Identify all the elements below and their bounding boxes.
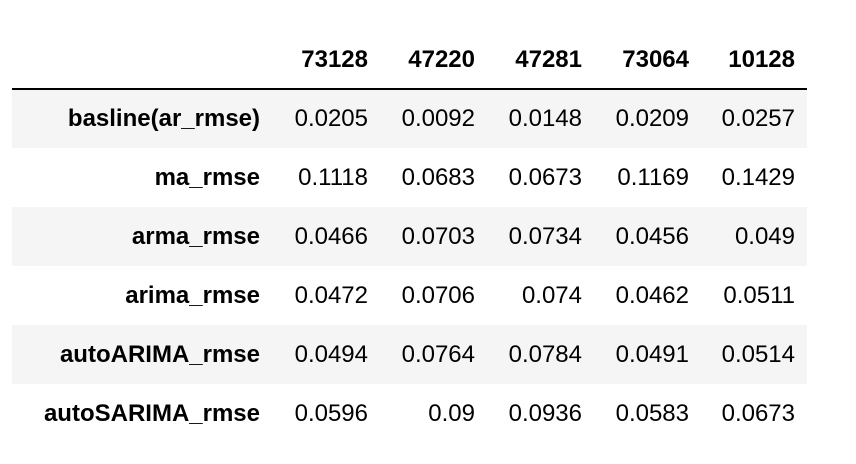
table-cell: 0.0257 — [721, 105, 795, 132]
dataframe-output — [12, 32, 807, 443]
table-cell: 0.09 — [428, 399, 475, 427]
table-cell: 0.0148 — [508, 105, 582, 132]
row-label: autoARIMA_rmse — [59, 340, 260, 368]
table-cell: 0.0092 — [401, 105, 475, 132]
column-header: 47281 — [487, 32, 594, 89]
table-cell: 0.0472 — [294, 281, 368, 309]
table-cell: 0.0673 — [508, 163, 582, 191]
table-cell: 0.049 — [734, 222, 795, 250]
table-cell: 0.0466 — [294, 222, 368, 250]
table-cell: 0.074 — [521, 281, 582, 309]
table-cell: 0.0511 — [723, 281, 795, 309]
table-cell: 0.0494 — [294, 340, 368, 368]
table-row — [12, 89, 807, 148]
table-cell: 0.1118 — [298, 163, 368, 191]
header-row — [12, 32, 807, 89]
table-cell: 0.0462 — [615, 281, 689, 309]
table-cell: 0.0784 — [508, 340, 582, 368]
table-cell: 0.0734 — [508, 222, 582, 250]
table-cell: 0.0764 — [401, 340, 475, 368]
row-label: basline(ar_rmse) — [67, 105, 260, 132]
column-header: 47220 — [380, 32, 487, 89]
table-cell: 0.0936 — [508, 399, 582, 427]
table-row — [12, 266, 807, 325]
row-label: autoSARIMA_rmse — [43, 399, 260, 427]
table-cell: 0.0514 — [721, 340, 795, 368]
table-cell: 0.0706 — [401, 281, 475, 309]
table-header — [12, 32, 807, 89]
table-cell: 0.0583 — [615, 399, 689, 427]
row-label: ma_rmse — [154, 163, 260, 191]
table-cell: 0.0703 — [401, 222, 475, 250]
table-cell: 0.1169 — [617, 163, 689, 191]
table-cell: 0.0673 — [721, 399, 795, 427]
table-cell: 0.1429 — [721, 163, 795, 191]
table-row — [12, 148, 807, 207]
table-cell: 0.0596 — [294, 399, 368, 427]
header-corner-cell — [12, 32, 272, 89]
row-label: arima_rmse — [125, 281, 260, 309]
table-cell: 0.0209 — [615, 105, 689, 132]
table-row — [12, 384, 807, 443]
table-cell: 0.0683 — [401, 163, 475, 191]
table-body — [12, 89, 807, 443]
column-header: 10128 — [701, 32, 807, 89]
table-row — [12, 325, 807, 384]
row-label: arma_rmse — [131, 222, 260, 250]
column-header: 73128 — [272, 32, 380, 89]
column-header: 73064 — [594, 32, 701, 89]
table-cell: 0.0456 — [615, 222, 689, 250]
table-cell: 0.0491 — [615, 340, 689, 368]
rmse-table — [12, 32, 807, 443]
table-row — [12, 207, 807, 266]
table-cell: 0.0205 — [294, 105, 368, 132]
